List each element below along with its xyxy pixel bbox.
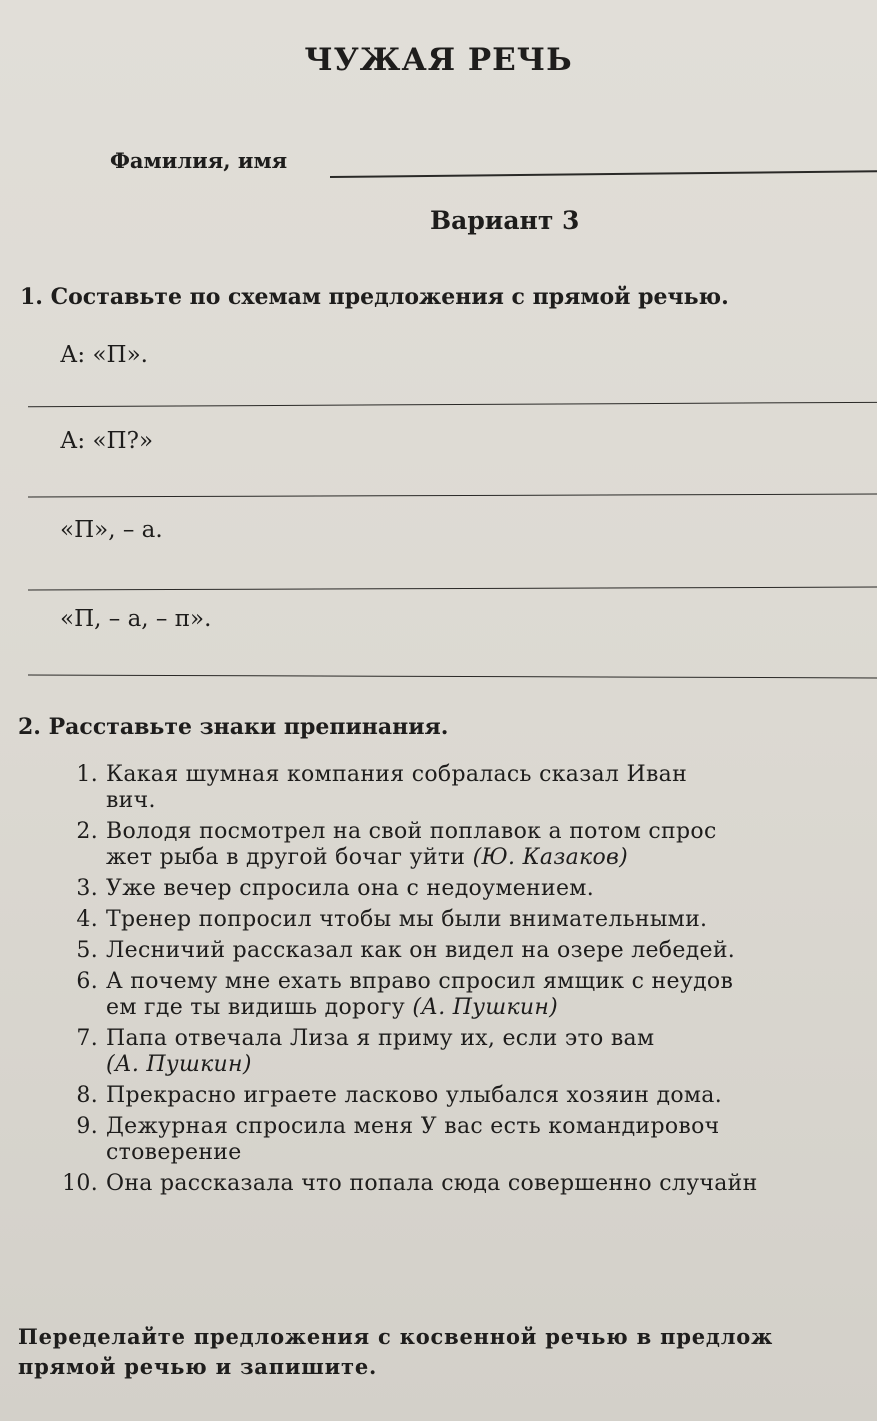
scheme-3: «П», – а. — [60, 517, 163, 543]
list-item: 10. Она рассказала что попала сюда совершенно случайн — [62, 1171, 758, 1196]
name-input-line[interactable] — [330, 170, 877, 178]
list-item: 3. Уже вечер спросила она с недоумением. — [76, 876, 595, 901]
list-item: 4. Тренер попросил чтобы мы были внимательными. — [76, 907, 708, 932]
answer-line-3[interactable] — [28, 586, 877, 590]
task2-heading: 2. Расставьте знаки препинания. — [18, 714, 449, 740]
scheme-1: А: «П». — [60, 342, 148, 368]
answer-line-4[interactable] — [28, 674, 877, 678]
task3-heading: Переделайте предложения с косвенной речью в предлож прямой речью и запишите. — [18, 1324, 774, 1379]
list-item: 9. Дежурная спросила меня У вас есть командировоч стоверение — [76, 1114, 720, 1165]
page-title: ЧУЖАЯ РЕЧЬ — [304, 42, 573, 78]
scheme-2: А: «П?» — [60, 428, 154, 454]
list-item: 1. Какая шумная компания собралась сказал Иван вич. — [76, 762, 688, 813]
list-item: 5. Лесничий рассказал как он видел на озере лебедей. — [76, 938, 736, 963]
list-item: 6. А почему мне ехать вправо спросил ямщик с неудов ем где ты видишь дорогу (А. Пушкин) — [76, 969, 734, 1020]
task1-heading: 1. Составьте по схемам предложения с прямой речью. — [20, 284, 729, 310]
name-label: Фамилия, имя — [110, 148, 288, 173]
author-citation: (А. Пушкин) — [106, 1052, 252, 1077]
author-citation: (А. Пушкин) — [412, 995, 559, 1020]
variant-heading: Вариант 3 — [430, 206, 580, 235]
task2-list — [52, 762, 877, 1202]
answer-line-2[interactable] — [28, 493, 877, 497]
answer-line-1[interactable] — [28, 402, 877, 408]
list-item: 8. Прекрасно играете ласково улыбался хозяин дома. — [76, 1083, 723, 1108]
list-item: 2. Володя посмотрел на свой поплавок а потом спрос жет рыба в другой бочаг уйти (Ю. Казаков) — [76, 819, 717, 870]
list-item: 7. Папа отвечала Лиза я приму их, если это вам (А. Пушкин) — [52, 1026, 877, 1078]
author-citation: (Ю. Казаков) — [472, 845, 629, 870]
scheme-4: «П, – а, – п». — [60, 606, 212, 632]
